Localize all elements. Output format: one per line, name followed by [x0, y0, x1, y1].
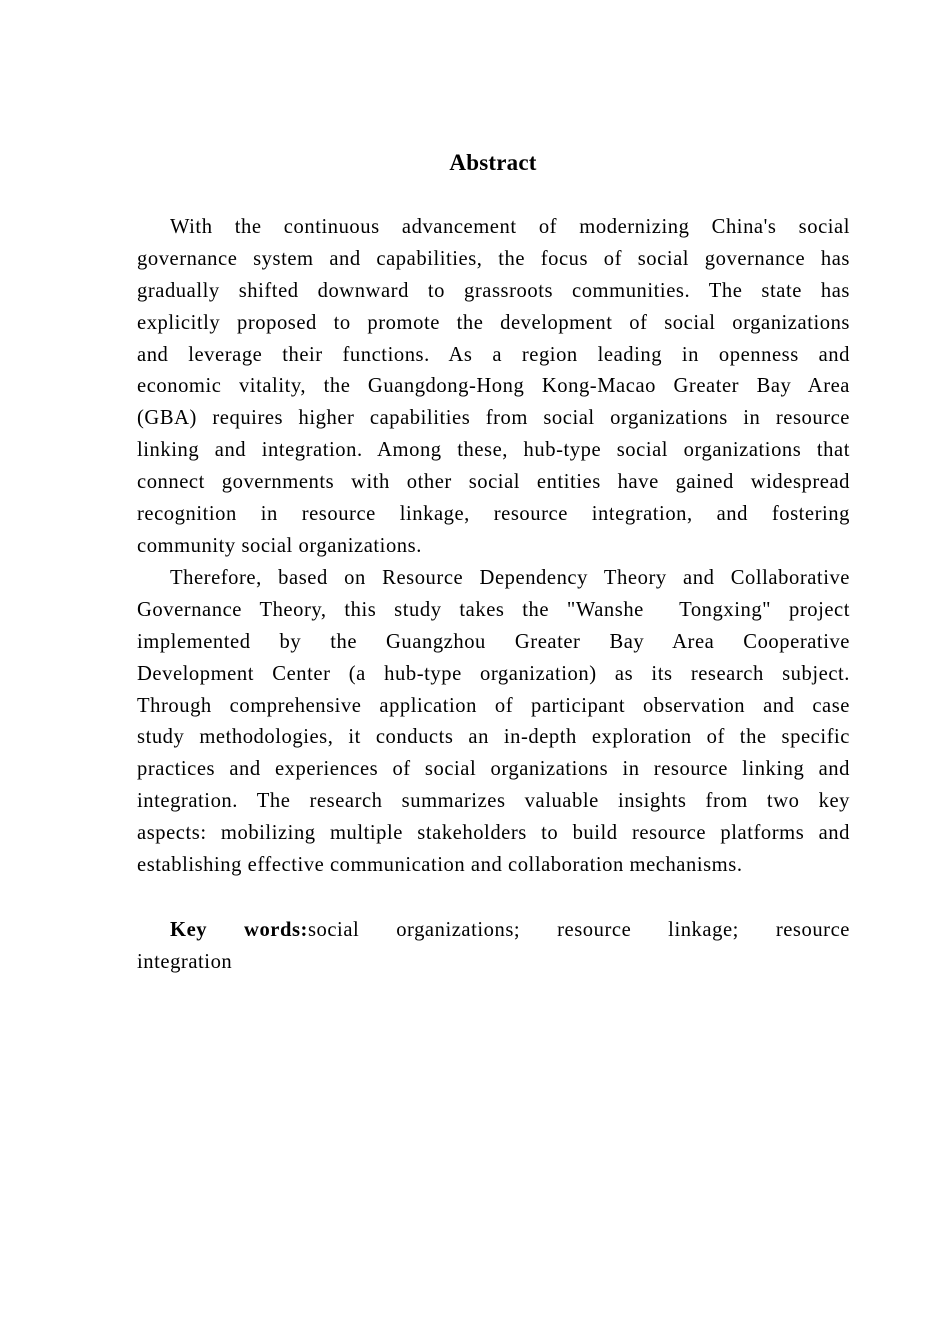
text-line: economic vitality, the Guangdong-Hong Kong-Macao Greater Bay Area	[137, 375, 850, 398]
text-line: integration. The research summarizes valuable insights from two key	[137, 790, 850, 813]
text-line: (GBA) requires higher capabilities from social organizations in resource	[137, 407, 850, 430]
text-line: connect governments with other social entities have gained widespread	[137, 471, 850, 494]
text-line: recognition in resource linkage, resource integration, and fostering	[137, 503, 850, 526]
keywords-section	[137, 915, 850, 979]
keywords-values: organizations;	[396, 919, 521, 941]
text-line: and leverage their functions. As a region leading in openness and	[137, 343, 850, 366]
text-line: Development Center (a hub-type organization) as its research subject.	[137, 662, 850, 685]
keywords-label: words:social	[244, 919, 360, 941]
abstract-title: Abstract	[449, 150, 537, 175]
text-line: Through comprehensive application of participant observation and case	[137, 694, 850, 717]
text-line: explicitly proposed to promote the development of social organizations	[137, 311, 850, 334]
keywords-label: Key	[170, 919, 208, 941]
keywords-values: linkage;	[668, 919, 739, 941]
text-line: governance system and capabilities, the focus of social governance has	[137, 247, 850, 270]
keywords-continuation: integration	[137, 950, 233, 973]
text-line: aspects: mobilizing multiple stakeholders to build resource platforms and	[137, 822, 850, 845]
text-line: Governance Theory, this study takes the "Wanshe Tongxing" project	[137, 598, 850, 621]
keywords-line	[137, 915, 850, 947]
keywords-values: social	[307, 919, 360, 941]
text-line: implemented by the Guangzhou Greater Bay Area Cooperative	[137, 630, 850, 653]
text-line: establishing effective communication and collaboration mechanisms.	[137, 854, 743, 877]
abstract-paragraph-2	[137, 563, 850, 882]
text-line: community social organizations.	[137, 534, 422, 557]
text-line: gradually shifted downward to grassroots communities. The state has	[137, 279, 850, 302]
text-line: With the continuous advancement of modernizing China's social	[170, 216, 850, 238]
keywords-values: resource	[775, 919, 850, 941]
text-line: study methodologies, it conducts an in-depth exploration of the specific	[137, 726, 850, 749]
abstract-paragraph-1	[137, 212, 850, 563]
text-line: practices and experiences of social organizations in resource linking and	[137, 758, 850, 781]
text-line: linking and integration. Among these, hub-type social organizations that	[137, 439, 850, 462]
keywords-values: resource	[557, 919, 632, 941]
text-line: Therefore, based on Resource Dependency Theory and Collaborative	[170, 567, 850, 589]
